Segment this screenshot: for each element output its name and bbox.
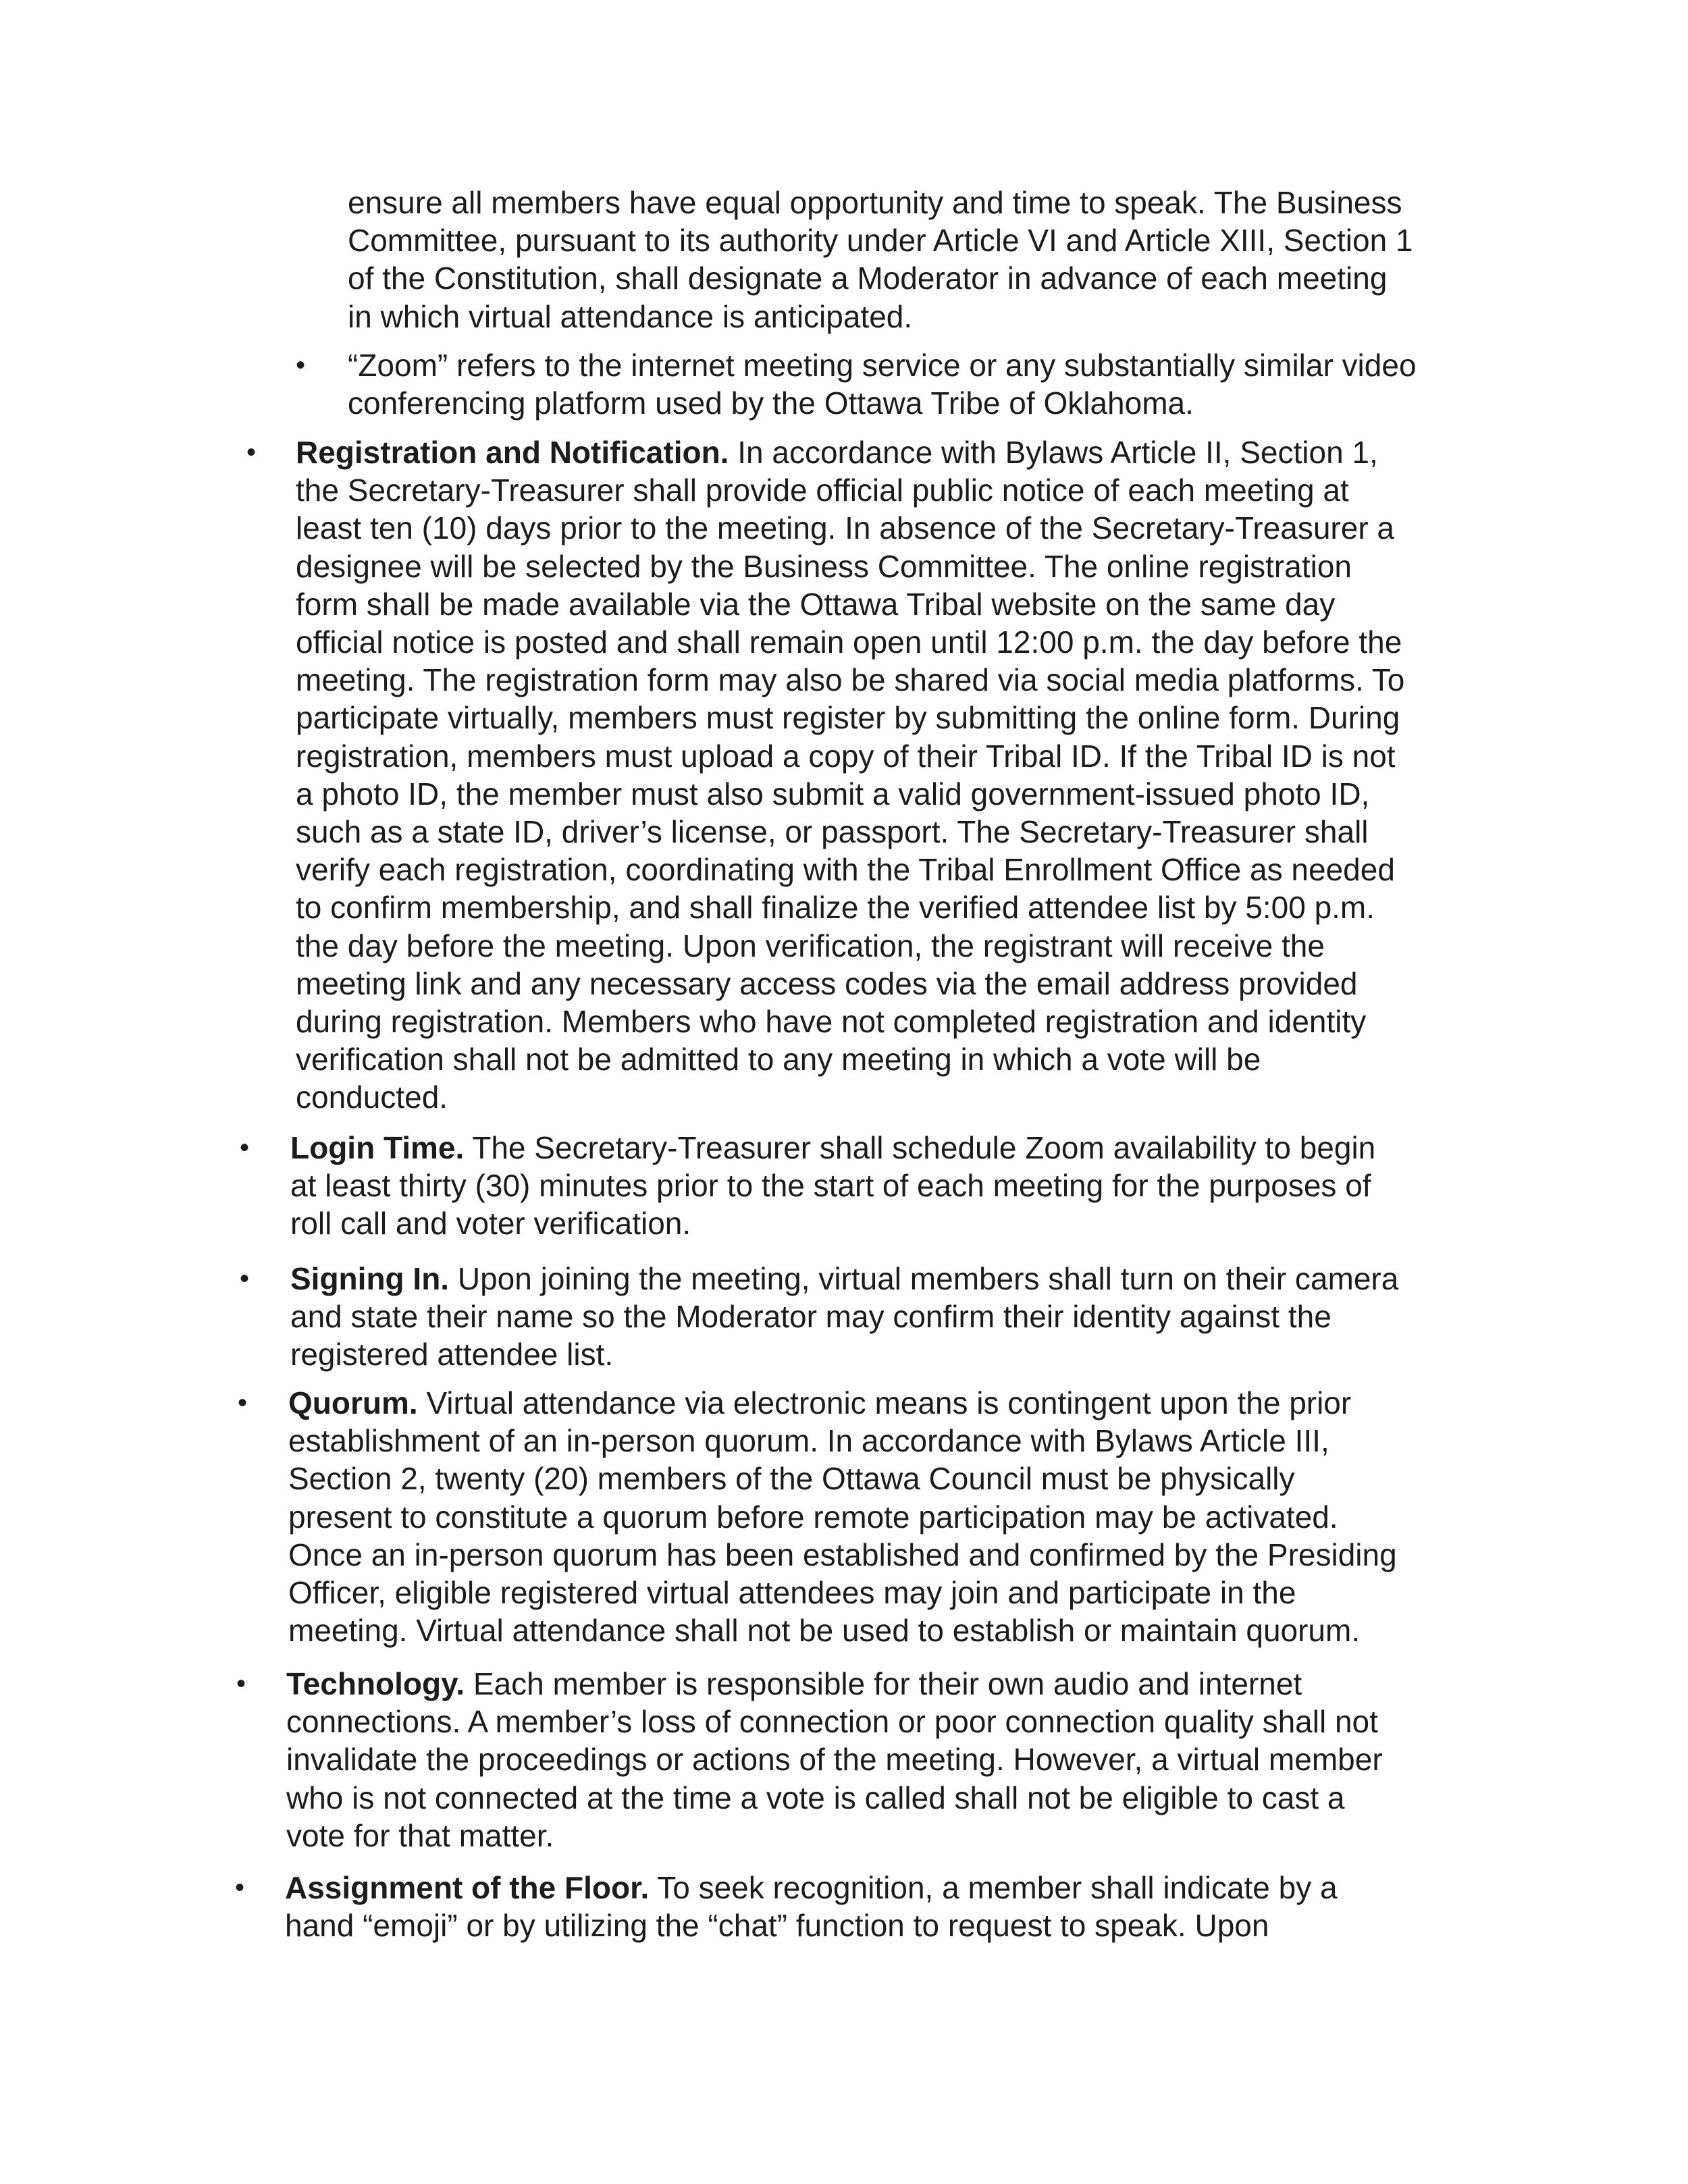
- signing-in-paragraph: [290, 1260, 1398, 1374]
- signing-in-heading: Signing In.: [290, 1261, 450, 1296]
- signing-in-bullet: •: [240, 1264, 250, 1294]
- assignment-floor-heading: Assignment of the Floor.: [285, 1870, 650, 1905]
- technology-bullet: •: [236, 1669, 246, 1699]
- login-time-line: roll call and voter verification.: [290, 1206, 691, 1242]
- registration-first-line: [296, 433, 1404, 471]
- zoom-definition-line: conferencing platform used by the Ottawa Tribe of Oklahoma.: [348, 385, 1194, 421]
- registration-first-line-rest: In accordance with Bylaws Article II, Section 1,: [729, 435, 1378, 470]
- quorum-line: Once an in-person quorum has been established and confirmed by the Presiding: [288, 1537, 1397, 1572]
- quorum-line: meeting. Virtual attendance shall not be used to establish or maintain quorum.: [288, 1613, 1361, 1649]
- registration-line: official notice is posted and shall remain open until 12:00 p.m. the day before the: [296, 624, 1402, 660]
- registration-line: designee will be selected by the Business Committee. The online registration: [296, 548, 1352, 584]
- registration-line: the day before the meeting. Upon verification, the registrant will receive the: [296, 928, 1325, 963]
- zoom-definition-line: “Zoom” refers to the internet meeting service or any substantially similar video: [348, 348, 1417, 383]
- quorum-first-line-rest: Virtual attendance via electronic means is contingent upon the prior: [417, 1385, 1352, 1420]
- registration-line: participate virtually, members must register by submitting the online form. During: [296, 700, 1400, 736]
- zoom-definition-bullet: •: [296, 350, 306, 380]
- login-time-first-line: [290, 1129, 1375, 1167]
- registration-line: verify each registration, coordinating with the Tribal Enrollment Office as needed: [296, 852, 1395, 888]
- technology-line: vote for that matter.: [286, 1817, 554, 1853]
- registration-line: meeting. The registration form may also be shared via social media platforms. To: [296, 662, 1405, 698]
- quorum-paragraph: [288, 1384, 1397, 1649]
- quorum-bullet: •: [238, 1388, 248, 1418]
- registration-line: form shall be made available via the Ottawa Tribal website on the same day: [296, 586, 1336, 622]
- technology-line: connections. A member’s loss of connection or poor connection quality shall not: [286, 1704, 1378, 1740]
- assignment-floor-line: hand “emoji” or by utilizing the “chat” function to request to speak. Upon: [285, 1908, 1269, 1944]
- registration-heading: Registration and Notification.: [296, 435, 729, 470]
- technology-line: who is not connected at the time a vote is called shall not be eligible to cast a: [286, 1780, 1345, 1815]
- assignment-floor-first-line: [285, 1869, 1338, 1907]
- login-time-heading: Login Time.: [290, 1130, 465, 1165]
- quorum-first-line: [288, 1384, 1397, 1422]
- continuation-paragraph: [348, 184, 1413, 336]
- registration-line: to confirm membership, and shall finalize the verified attendee list by 5:00 p.m.: [296, 890, 1375, 926]
- registration-line: meeting link and any necessary access codes via the email address provided: [296, 965, 1358, 1001]
- registration-line: a photo ID, the member must also submit a valid government-issued photo ID,: [296, 776, 1370, 811]
- login-time-paragraph: [290, 1129, 1375, 1243]
- login-time-bullet: •: [240, 1133, 250, 1163]
- quorum-line: establishment of an in-person quorum. In accordance with Bylaws Article III,: [288, 1423, 1329, 1459]
- technology-heading: Technology.: [286, 1666, 465, 1701]
- quorum-line: present to constitute a quorum before remote participation may be activated.: [288, 1499, 1338, 1535]
- assignment-floor-paragraph: [285, 1869, 1338, 1944]
- technology-line: invalidate the proceedings or actions of the meeting. However, a virtual member: [286, 1742, 1383, 1778]
- assignment-floor-first-line-rest: To seek recognition, a member shall indicate by a: [649, 1870, 1338, 1905]
- registration-bullet: •: [246, 437, 257, 467]
- zoom-definition-paragraph: [348, 346, 1417, 422]
- registration-line: registration, members must upload a copy of their Tribal ID. If the Tribal ID is not: [296, 738, 1396, 774]
- signing-in-line: registered attendee list.: [290, 1337, 614, 1373]
- registration-line: during registration. Members who have not completed registration and identity: [296, 1004, 1367, 1040]
- continuation-line: Committee, pursuant to its authority under Article VI and Article XIII, Section 1: [348, 223, 1413, 259]
- registration-paragraph: [296, 433, 1404, 1117]
- signing-in-line: and state their name so the Moderator may confirm their identity against the: [290, 1299, 1331, 1335]
- technology-first-line: [286, 1665, 1383, 1703]
- signing-in-first-line-rest: Upon joining the meeting, virtual members shall turn on their camera: [449, 1261, 1399, 1296]
- continuation-line: in which virtual attendance is anticipated.: [348, 298, 913, 334]
- quorum-heading: Quorum.: [288, 1385, 418, 1420]
- registration-line: verification shall not be admitted to any meeting in which a vote will be: [296, 1042, 1261, 1077]
- registration-line: least ten (10) days prior to the meeting. In absence of the Secretary-Treasurer a: [296, 510, 1395, 546]
- registration-line: such as a state ID, driver’s license, or passport. The Secretary-Treasurer shall: [296, 814, 1369, 850]
- assignment-floor-bullet: •: [235, 1873, 245, 1902]
- continuation-line: ensure all members have equal opportunity and time to speak. The Business: [348, 185, 1402, 220]
- registration-line: the Secretary-Treasurer shall provide official public notice of each meeting at: [296, 473, 1349, 508]
- login-time-line: at least thirty (30) minutes prior to the start of each meeting for the purposes of: [290, 1168, 1371, 1204]
- login-time-first-line-rest: The Secretary-Treasurer shall schedule Zoom availability to begin: [464, 1130, 1376, 1165]
- continuation-line: of the Constitution, shall designate a Moderator in advance of each meeting: [348, 261, 1388, 296]
- signing-in-first-line: [290, 1260, 1398, 1298]
- technology-paragraph: [286, 1665, 1383, 1855]
- technology-first-line-rest: Each member is responsible for their own audio and internet: [465, 1666, 1302, 1701]
- quorum-line: Officer, eligible registered virtual attendees may join and participate in the: [288, 1575, 1296, 1611]
- quorum-line: Section 2, twenty (20) members of the Ottawa Council must be physically: [288, 1461, 1295, 1497]
- registration-line: conducted.: [296, 1080, 448, 1115]
